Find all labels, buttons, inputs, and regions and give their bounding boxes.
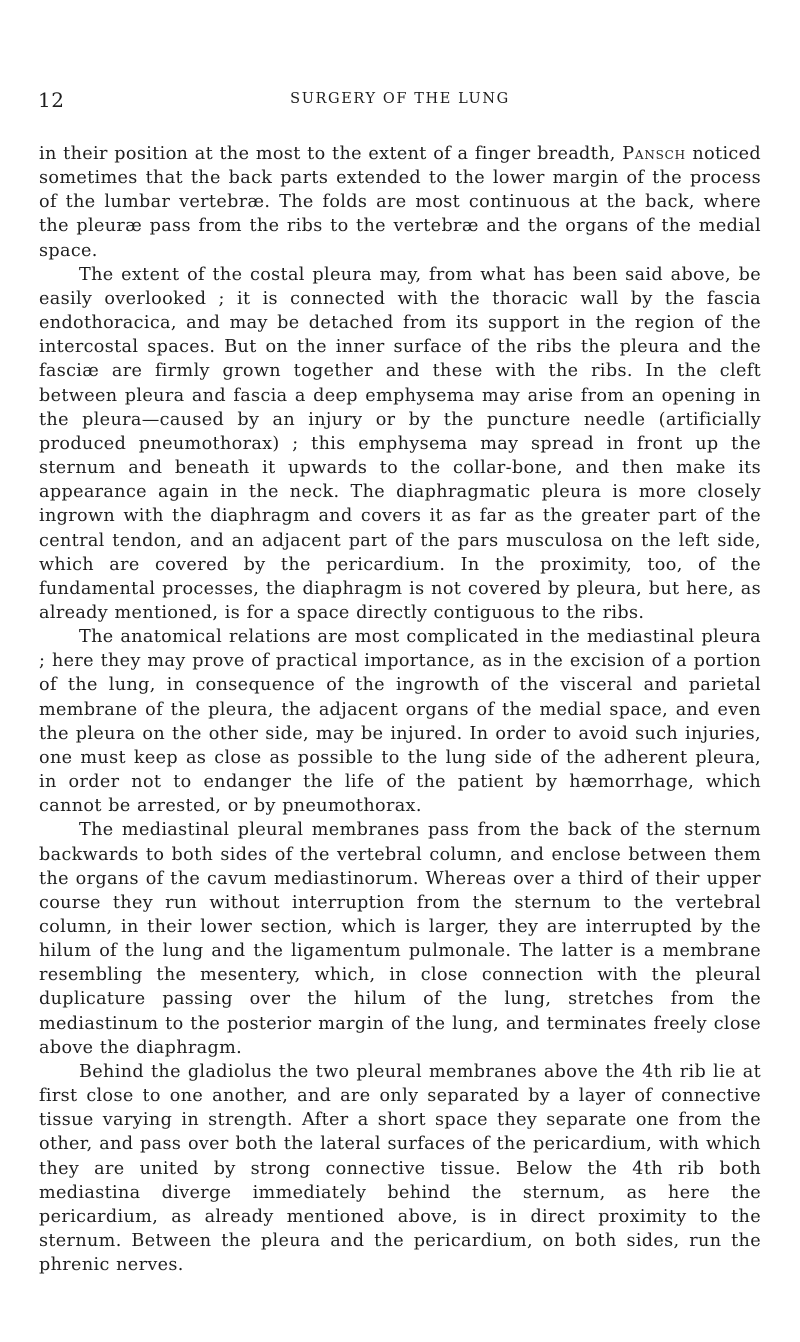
paragraph-4: The mediastinal pleural membranes pass from the back of the sternum backwards to both sides of the vertebral column, and enclose between them the organs of the cavum mediastinorum. Whereas over a third of their upper course they run without interruption from the sternum to the vertebral column, in their lower section, which is larger, they are interrupted by the hilum of the lung and the ligamentum pulmonale. The latter is a membrane resembling the mesentery, which, in close connection with the pleural duplicature passing over the hilum of the lung, stretches from the mediastinum to the posterior margin of the lung, and terminates freely close above the diaphragm. [39,820,761,1058]
running-title: SURGERY OF THE LUNG [290,91,510,107]
paragraph-3: The anatomical relations are most complicated in the mediastinal pleura ; here they may prove of practical importance, as in the excision of a portion of the lung, in consequence of the ingrowth of the visceral and parietal membrane of the pleura, the adjacent organs of the medial space, and even the pleura on the other side, may be injured. In order to avoid such injuries, one must keep as close as possible to the lung side of the adherent pleura, in order not to endanger the life of the patient by hæmorrhage, which cannot be arrested, or by pneumothorax. [39,627,761,817]
paragraph-5: Behind the gladiolus the two pleural membranes above the 4th rib lie at first close to one another, and are only separated by a layer of connective tissue varying in strength. After a short space they separate one from the other, and pass over both the lateral surfaces of the pericardium, with which they are united by strong connective tissue. Below the 4th rib both mediastina diverge immediately behind the sternum, as here the pericardium, as already mentioned above, is in direct proximity to the sternum. Between the pleura and the pericardium, on both sides, run the phrenic nerves. [39,1061,761,1276]
paragraph-2: The extent of the costal pleura may, from what has been said above, be easily overlooked ; it is connected with the thoracic wall by the fascia endothoracica, and may be detached from its support in the region of the intercostal spaces. But on the inner surface of the ribs the pleura and the fasciæ are firmly grown together and these with the ribs. In the cleft between pleura and fascia a deep emphysema may arise from an opening in the pleura—caused by an injury or by the puncture needle (artificially produced pneumothorax) ; this emphysema may spread in front up the sternum and beneath it upwards to the collar-bone, and then make its appearance again in the neck. The diaphragmatic pleura is more closely ingrown with the diaphragm and covers it as far as the greater part of the central tendon, and an adjacent part of the pars musculosa on the left side, which are covered by the pericardium. In the proximity, too, of the fundamental processes, the diaphragm is not covered by pleura, but here, as already mentioned, is for a space directly contiguous to the ribs. [39,264,761,623]
page-number: 12 [38,88,65,112]
paragraph-lead-text: in their position at the most to the extent of a finger breadth, [39,144,623,164]
running-head [38,88,762,112]
paragraph-text: noticed sometimes that the back parts extended to the lower margin of the process of the lumbar vertebræ. The folds are most continuous at the back, where the pleuræ pass from the ribs to the vertebræ and the organs of the medial space. [39,144,762,261]
author-name-pansch: Pansch [622,144,686,164]
body-text [39,142,761,1277]
paragraph-1 [39,142,761,263]
